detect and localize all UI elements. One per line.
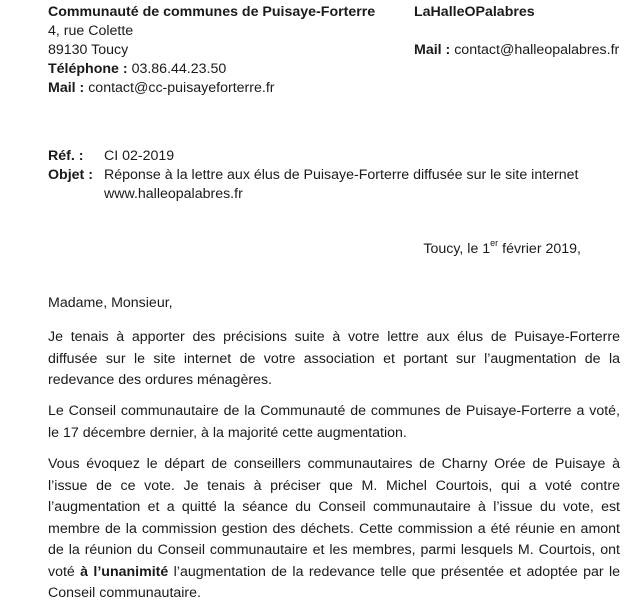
paragraph-3-emphasis: à l’unanimité	[80, 563, 169, 580]
ref-label: Réf. :	[48, 148, 84, 164]
salutation: Madame, Monsieur,	[48, 295, 173, 311]
sender-phone	[48, 60, 226, 78]
ref-value: CI 02-2019	[104, 148, 175, 164]
sender-phone-value: 03.86.44.23.50	[127, 61, 227, 77]
recipient-name: LaHalleOPalabres	[414, 4, 535, 20]
sender-street: 4, rue Colette	[48, 23, 134, 39]
date-prefix: Toucy, le 1	[423, 241, 491, 257]
sender-name: Communauté de communes de Puisaye-Forterre	[48, 4, 376, 20]
sender-phone-label: Téléphone :	[48, 61, 128, 77]
recipient-mail-label: Mail :	[414, 42, 451, 58]
paragraph-3-text-start: Vous évoquez le départ de conseillers communautaires de Charny Orée de Puisaye à l’issue de ce vote. Je tenais à préciser que M. Michel Courtois, qui a voté contre l’augmentation et a quitté la séance du Conseil communautaire à l’issue du vote, est membre de la commission gestion des déchets. Cette commission a été réunie en amont de la réunion du Conseil communautaire et les membres, parmi lesquels M. Courtois, ont voté	[48, 456, 620, 580]
subject-label: Objet :	[48, 167, 93, 183]
sender-mail	[48, 79, 275, 97]
date-suffix: février 2019,	[498, 241, 581, 257]
subject-line-1: Réponse à la lettre aux élus de Puisaye-Forterre diffusée sur le site internet	[104, 167, 579, 183]
sender-mail-value: contact@cc-puisayeforterre.fr	[84, 80, 275, 96]
paragraph-3-text-end: l’augmentation de la redevance telle que présentée et adoptée par le Conseil communautaire.	[48, 563, 621, 601]
subject-line-2: www.halleopalabres.fr	[104, 186, 243, 202]
body-paragraph-1: Je tenais à apporter des précisions suite à votre lettre aux élus de Puisaye-Forterre diffusée sur le site internet de votre association et portant sur l’augmentation de la redevance des ordures ménagères.	[48, 329, 620, 388]
body-paragraph-2: Le Conseil communautaire de la Communauté de communes de Puisaye-Forterre a voté, le 17 décembre dernier, à la majorité cette augmentation.	[48, 403, 620, 441]
sender-city: 89130 Toucy	[48, 42, 129, 58]
date-ordinal: er	[490, 238, 499, 249]
recipient-mail	[414, 41, 619, 59]
letter-date	[423, 240, 581, 258]
body-paragraph-3	[48, 454, 620, 605]
sender-mail-label: Mail :	[48, 80, 85, 96]
recipient-mail-value: contact@halleopalabres.fr	[450, 42, 620, 58]
